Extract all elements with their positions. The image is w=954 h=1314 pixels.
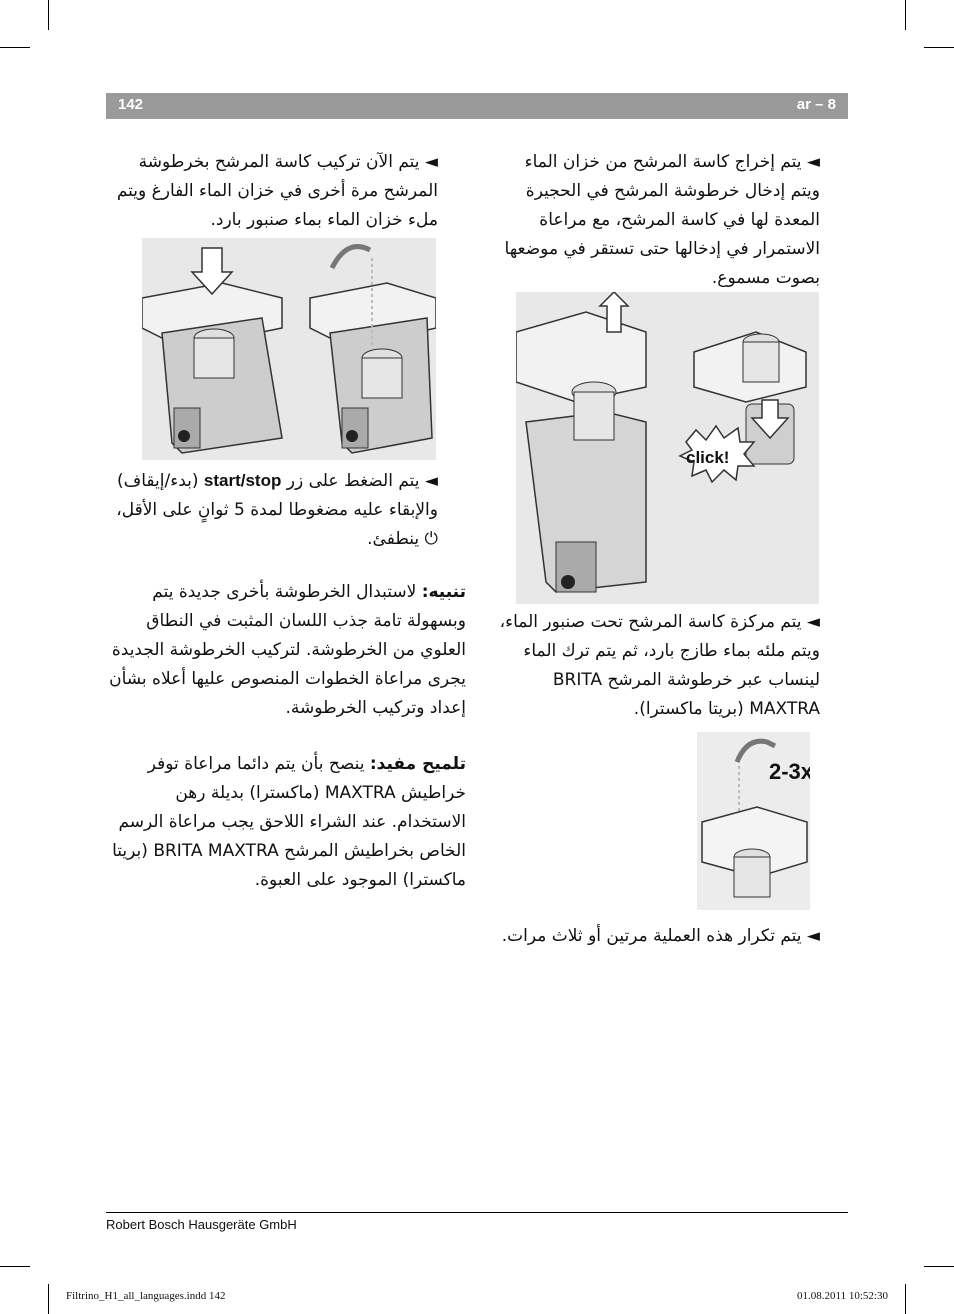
slug-file: Filtrino_H1_all_languages.indd 142 [66,1290,226,1302]
page-number: 142 [118,96,144,113]
tap-drawing [697,732,810,910]
rinse-text-end: (بريتا ماكسترا). [633,699,744,719]
repeat-label: 2-3x [769,759,810,784]
tip-text: (ماكسترا) بديلة رهن الاستخدام. عند الشراء اللاحق يجب مراعاة الرسم الخاص بخراطيش المرشح [118,783,466,861]
tip-text: (بريتا ماكسترا) الموجود على العبوة. [112,841,466,890]
rinse-illustration [697,732,810,910]
click-label: click! [686,448,730,467]
instruction-reinstall: ◄ يتم الآن تركيب كاسة المرشح بخرطوشة المرشح مرة أخرى في خزان الماء الفارغ ويتم ملء خزان الماء بماء صنبور بارد. [116,152,438,230]
crop-mark [0,47,30,48]
rinse-text: ◄ يتم مركزة كاسة المرشح تحت صنبور الماء، ويتم ملئه بماء طازج بارد، ثم يتم ترك الماء لينساب عبر خرطوشة المرشح [499,612,820,690]
section-label: ar – 8 [796,96,836,113]
crop-mark [0,1266,30,1267]
crop-mark [924,47,954,48]
press-text: ◄ يتم الضغط على زر [286,471,438,491]
brand-name: BRITA MAXTRA [153,841,279,861]
crop-mark [924,1266,954,1267]
brand-name: BRITA MAXTRA [552,670,820,719]
tip-block [106,750,466,895]
press-text-end: (بدء/إيقاف) والإبقاء عليه مضغوطا لمدة 5 ثوانٍ على الأقل، ⏻ ينطفئ. [116,471,438,549]
start-stop-label: start/stop [203,471,282,490]
crop-mark [905,1284,906,1314]
reinstall-illustration [142,238,436,460]
crop-mark [905,0,906,30]
tank-drawing [142,238,436,460]
page-header [106,93,848,119]
note-text: لاستبدال الخرطوشة بأخرى جديدة يتم وبسهولة تامة جذب اللسان المثبت في النطاق العلوي من الخرطوشة. لتركيب الخرطوشة الجديدة يجرى مراعاة الخطوات المنصوص عليها أعلاه بشأن إعداد وتركيب الخرطوشة. [109,582,466,718]
note-label: تنبيه: [421,582,466,602]
footer-divider [106,1212,848,1213]
instruction-insert-cartridge: ◄ يتم إخراج كاسة المرشح من خزان الماء ويتم إدخال خرطوشة المرشح في الحجيرة المعدة لها في كاسة المرشح، مع مراعاة الاستمرار في إدخالها حتى تستقر في موضعها بصوت مسموع. [504,152,820,288]
tip-label: تلميح مفيد: [369,754,466,774]
instruction-press-start [106,466,438,554]
crop-mark [48,1284,49,1314]
instruction-rinse-cartridge [492,608,820,724]
instruction-repeat: ◄ يتم تكرار هذه العملية مرتين أو ثلاث مرات. [501,926,820,946]
footer-company: Robert Bosch Hausgeräte GmbH [106,1217,297,1232]
insert-cartridge-illustration [516,292,819,604]
slug-date: 01.08.2011 10:52:30 [797,1290,888,1302]
note-block [106,578,466,723]
tip-text: ينصح بأن يتم دائما مراعاة توفر خراطيش [147,754,466,803]
filter-holder-drawing [516,292,819,604]
crop-mark [48,0,49,30]
brand-name: MAXTRA [324,783,396,803]
